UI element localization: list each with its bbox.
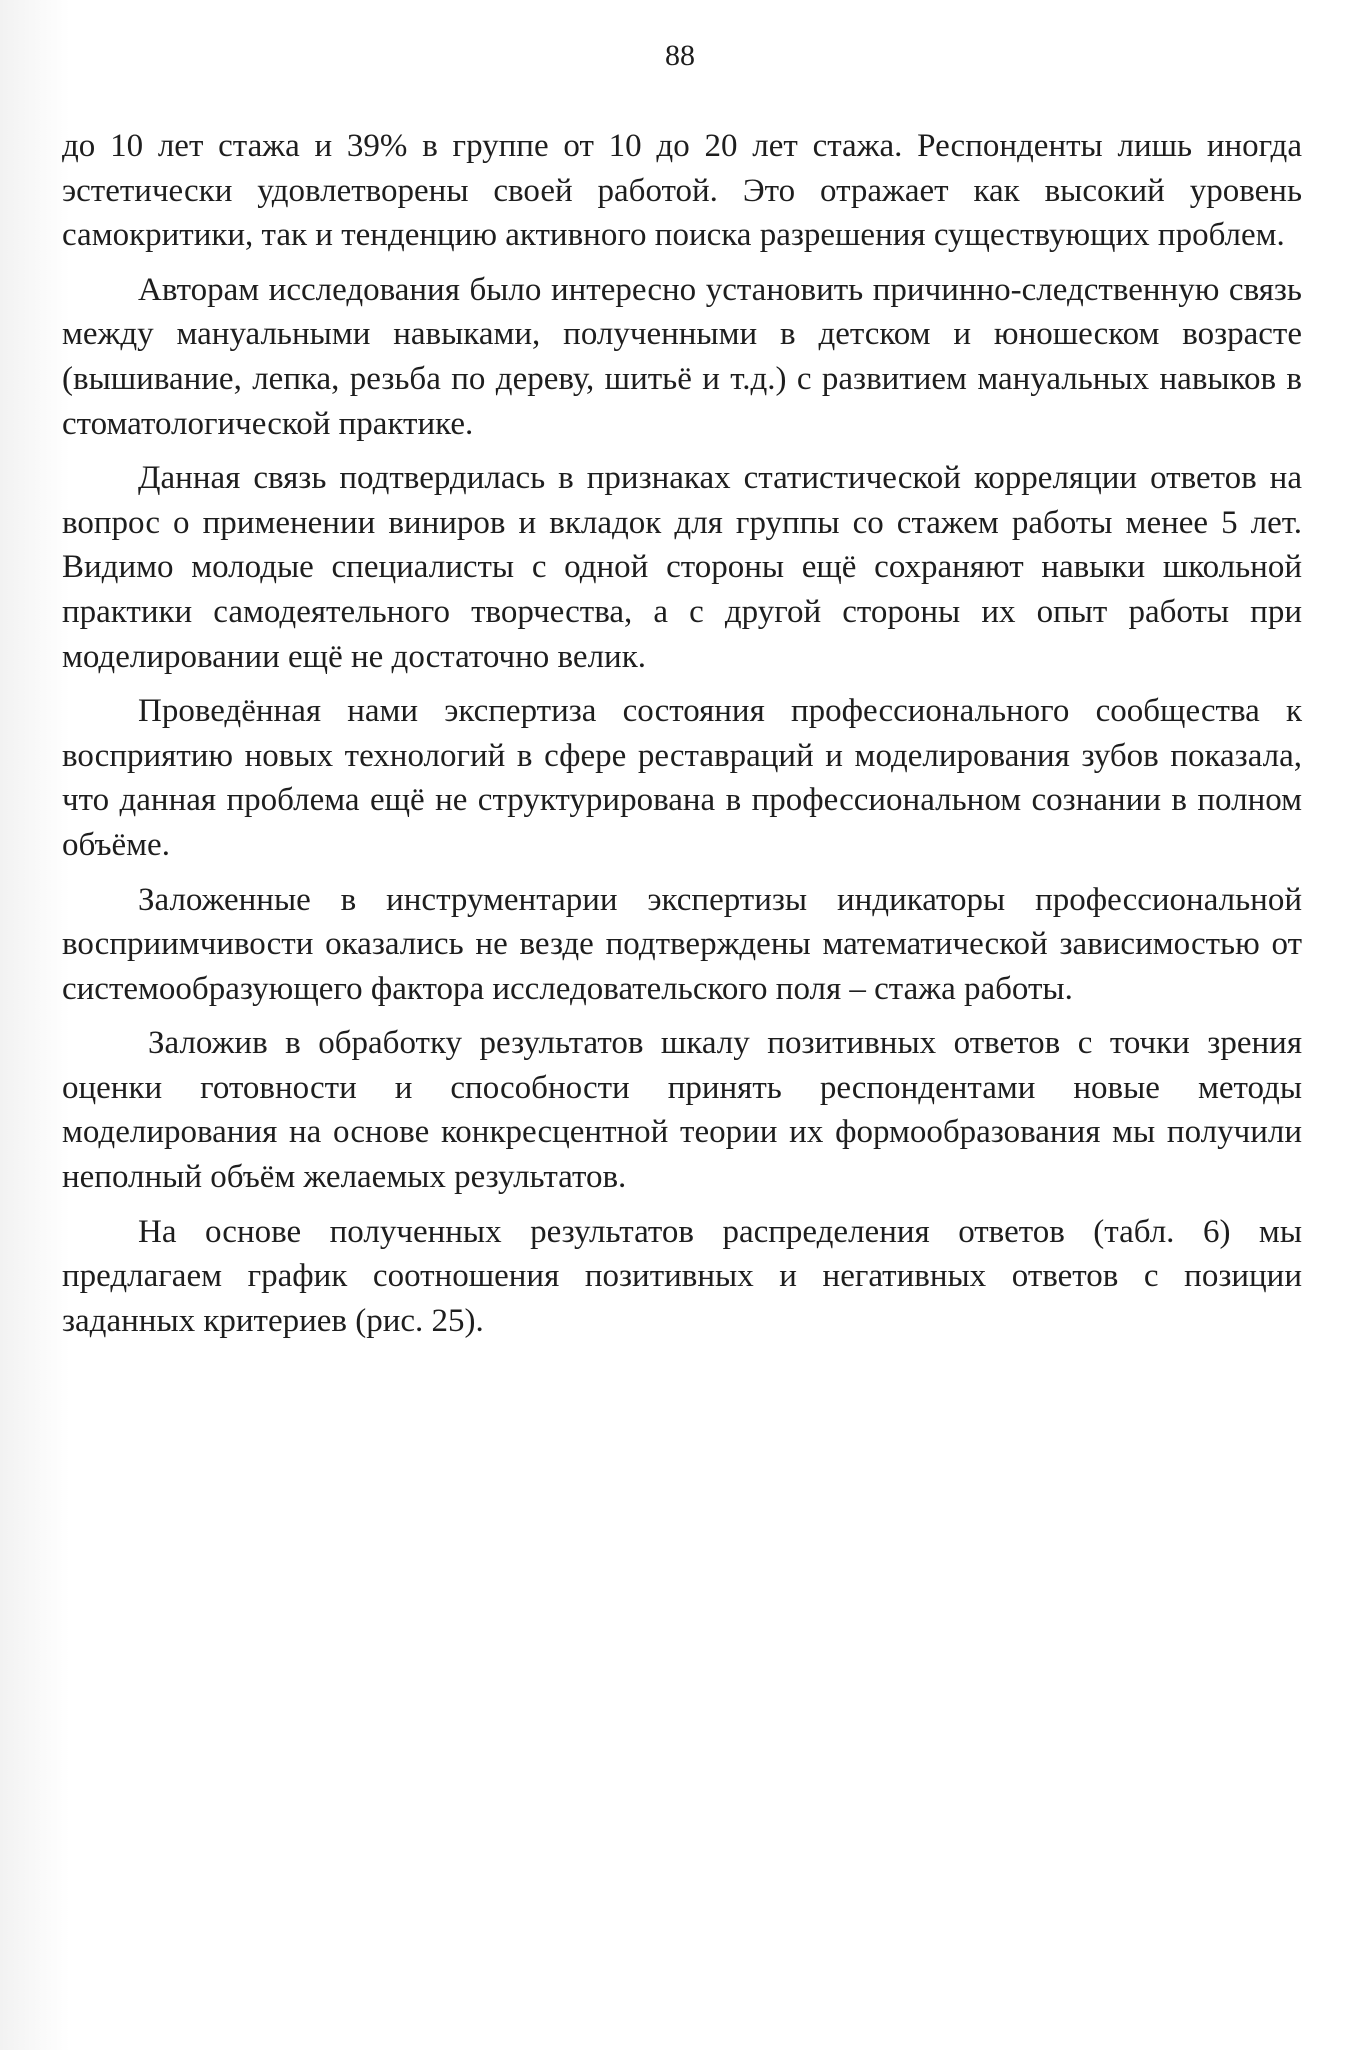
paragraph-3: Данная связь подтвердилась в признаках статистической корреляции ответов на вопрос о применении виниров и вкладок для группы со стажем работы менее 5 лет. Видимо молодые специалисты с одной стороны ещё сохраняют навыки школьной практики самодеятельного творчества, а с другой стороны их опыт работы при моделировании ещё не достаточно велик. [62,460,1302,675]
page-number: 88 [665,39,695,72]
paragraph-1: до 10 лет стажа и 39% в группе от 10 до 20 лет стажа. Респонденты лишь иногда эстетически удовлетворены своей работой. Это отражает как высокий уровень самокритики, так и тенденцию активного поиска разрешения существующих проблем. [62,128,1302,254]
paragraph-5: Заложенные в инструментарии экспертизы индикаторы профессиональной восприимчивости оказались не везде подтверждены математической зависимостью от системообразующего фактора исследовательского поля – стажа работы. [62,881,1302,1007]
text-body [62,124,1302,1353]
scan-edge-shadow [0,0,70,2050]
paragraph-7: На основе полученных результатов распределения ответов (табл. 6) мы предлагаем график соотношения позитивных и негативных ответов с позиции заданных критериев (рис. 25). [62,1213,1302,1339]
paragraph-6: Заложив в обработку результатов шкалу позитивных ответов с точки зрения оценки готовности и способности принять респондентами новые методы моделирования на основе конкресцентной теории их формообразования мы получили неполный объём желаемых результатов. [62,1025,1302,1196]
paragraph-2: Авторам исследования было интересно установить причинно-следственную связь между мануальными навыками, полученными в детском и юношеском возрасте (вышивание, лепка, резьба по дереву, шитьё и т.д.) с развитием мануальных навыков в стоматологической практике. [62,271,1302,442]
paragraph-4: Проведённая нами экспертиза состояния профессионального сообщества к восприятию новых технологий в сфере реставраций и моделирования зубов показала, что данная проблема ещё не структурирована в профессиональном сознании в полном объёме. [62,693,1302,863]
